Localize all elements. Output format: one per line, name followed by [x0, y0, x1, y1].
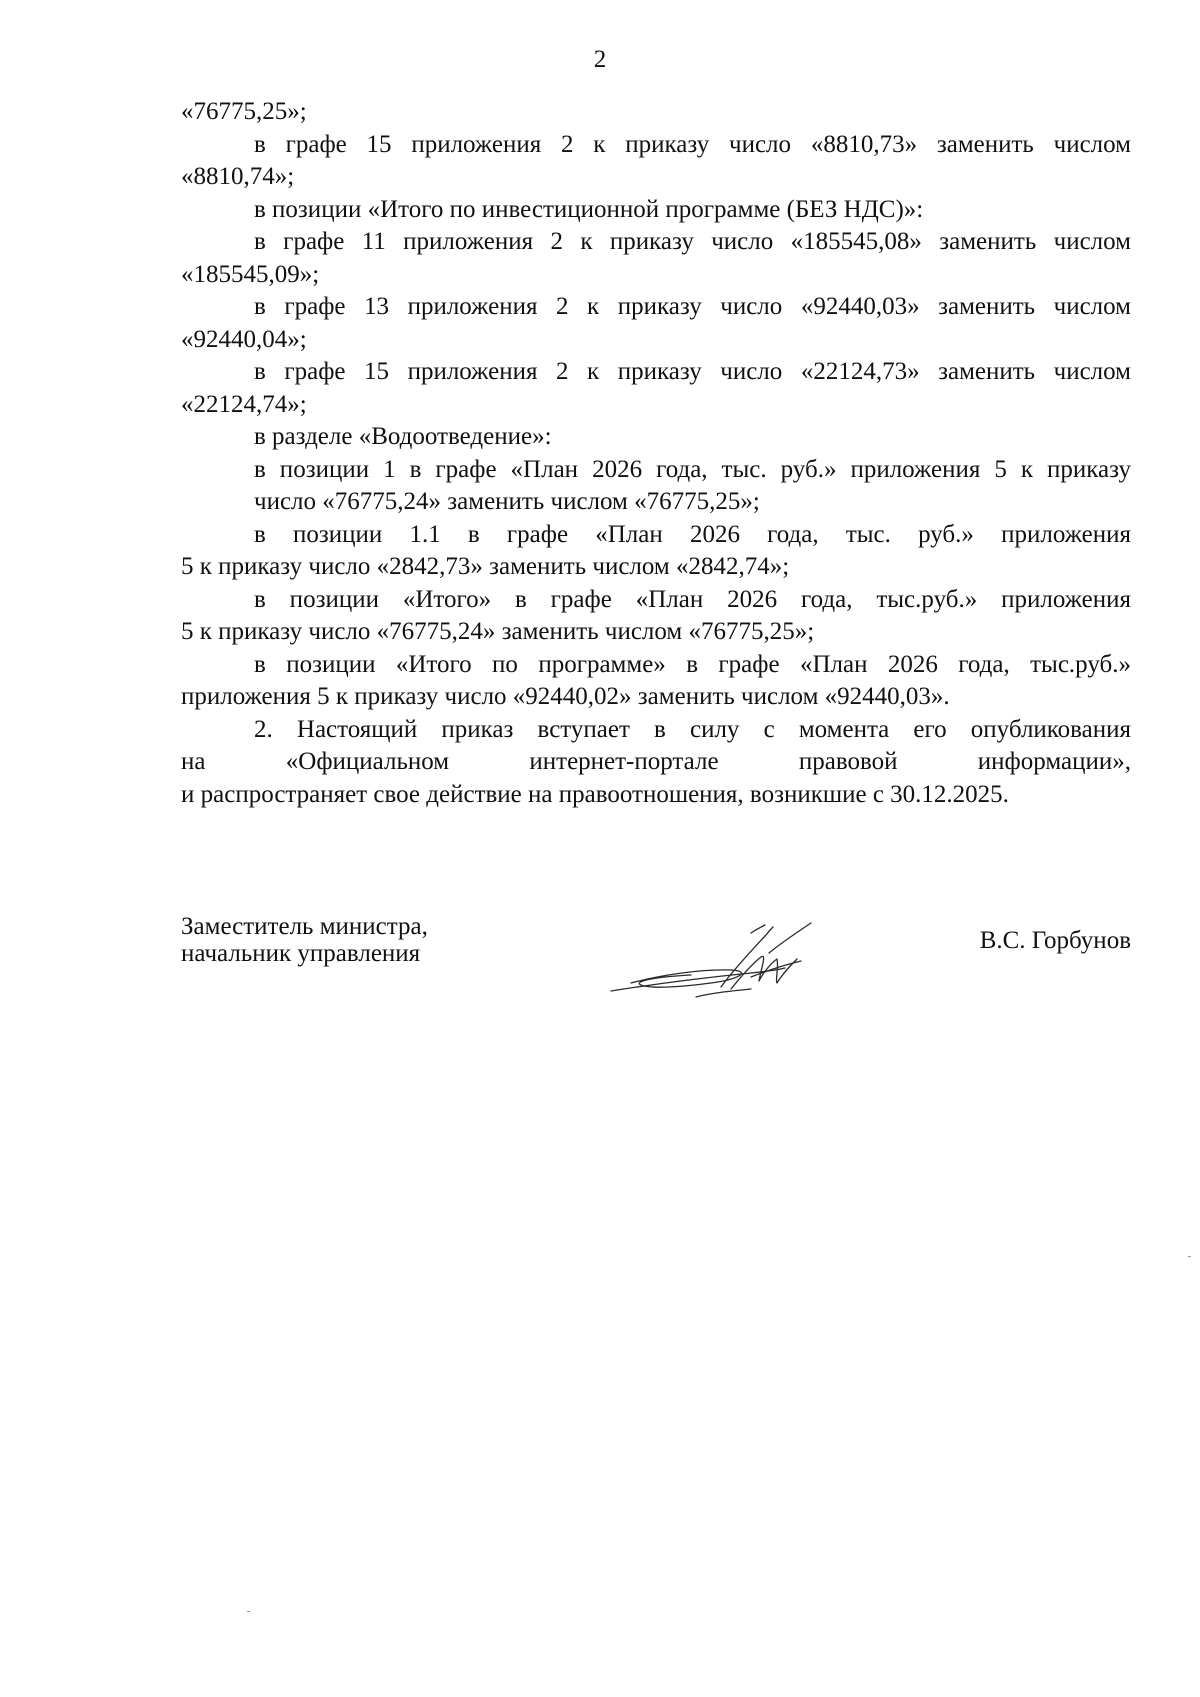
text-line: число «76775,24» заменить числом «76775,25»; [254, 488, 760, 515]
text-line: в графе 15 приложения 2 к приказу число «22124,73» заменить числом [254, 358, 1131, 385]
text-line: «92440,04»; [181, 325, 307, 353]
text-line: в графе 13 приложения 2 к приказу число «92440,03» заменить числом [254, 293, 1131, 320]
text-line: в позиции 1.1 в графе «План 2026 года, тыс. руб.» приложения [254, 520, 1131, 548]
text-line: в позиции 1 в графе «План 2026 года, тыс. руб.» приложения 5 к приказу [254, 455, 1131, 483]
text-line: в позиции «Итого по программе» в графе «План 2026 года, тыс.руб.» [254, 650, 1131, 678]
text-line: приложения 5 к приказу число «92440,02» заменить числом «92440,03». [181, 683, 950, 710]
signatory-position [181, 913, 428, 967]
signatory-position-line-2: начальник управления [181, 940, 421, 967]
text-line: и распространяет свое действие на правоотношения, возникшие с 30.12.2025. [181, 780, 1009, 808]
text-line: 5 к приказу число «2842,73» заменить числом «2842,74»; [181, 553, 790, 580]
signature-block [181, 913, 1131, 1023]
text-line: 5 к приказу число «76775,24» заменить числом «76775,25»; [181, 618, 815, 645]
text-line: в графе 11 приложения 2 к приказу число «185545,08» заменить числом [254, 228, 1131, 255]
text-line: в графе 15 приложения 2 к приказу число «8810,73» заменить числом [254, 130, 1131, 158]
text-line: 2. Настоящий приказ вступает в силу с момента его опубликования [254, 715, 1131, 743]
text-line: «76775,25»; [181, 98, 307, 125]
scan-speck [1188, 1256, 1191, 1257]
text-line: в позиции «Итого по инвестиционной программе (БЕЗ НДС)»: [254, 195, 924, 223]
text-line: «8810,74»; [181, 163, 295, 190]
text-line: в позиции «Итого» в графе «План 2026 года, тыс.руб.» приложения [254, 585, 1131, 613]
page-number: 2 [593, 46, 607, 73]
signatory-position-line-1: Заместитель министра, [181, 913, 428, 940]
handwritten-signature [601, 913, 851, 1013]
scan-speck [247, 1611, 250, 1612]
text-line: «22124,74»; [181, 390, 307, 418]
text-line: на «Официальном интернет-портале правовой информации», [181, 748, 1131, 775]
document-body [181, 96, 1131, 811]
text-line: в разделе «Водоотведение»: [254, 423, 552, 450]
signatory-name: В.С. Горбунов [979, 927, 1131, 954]
text-line: «185545,09»; [181, 260, 320, 288]
